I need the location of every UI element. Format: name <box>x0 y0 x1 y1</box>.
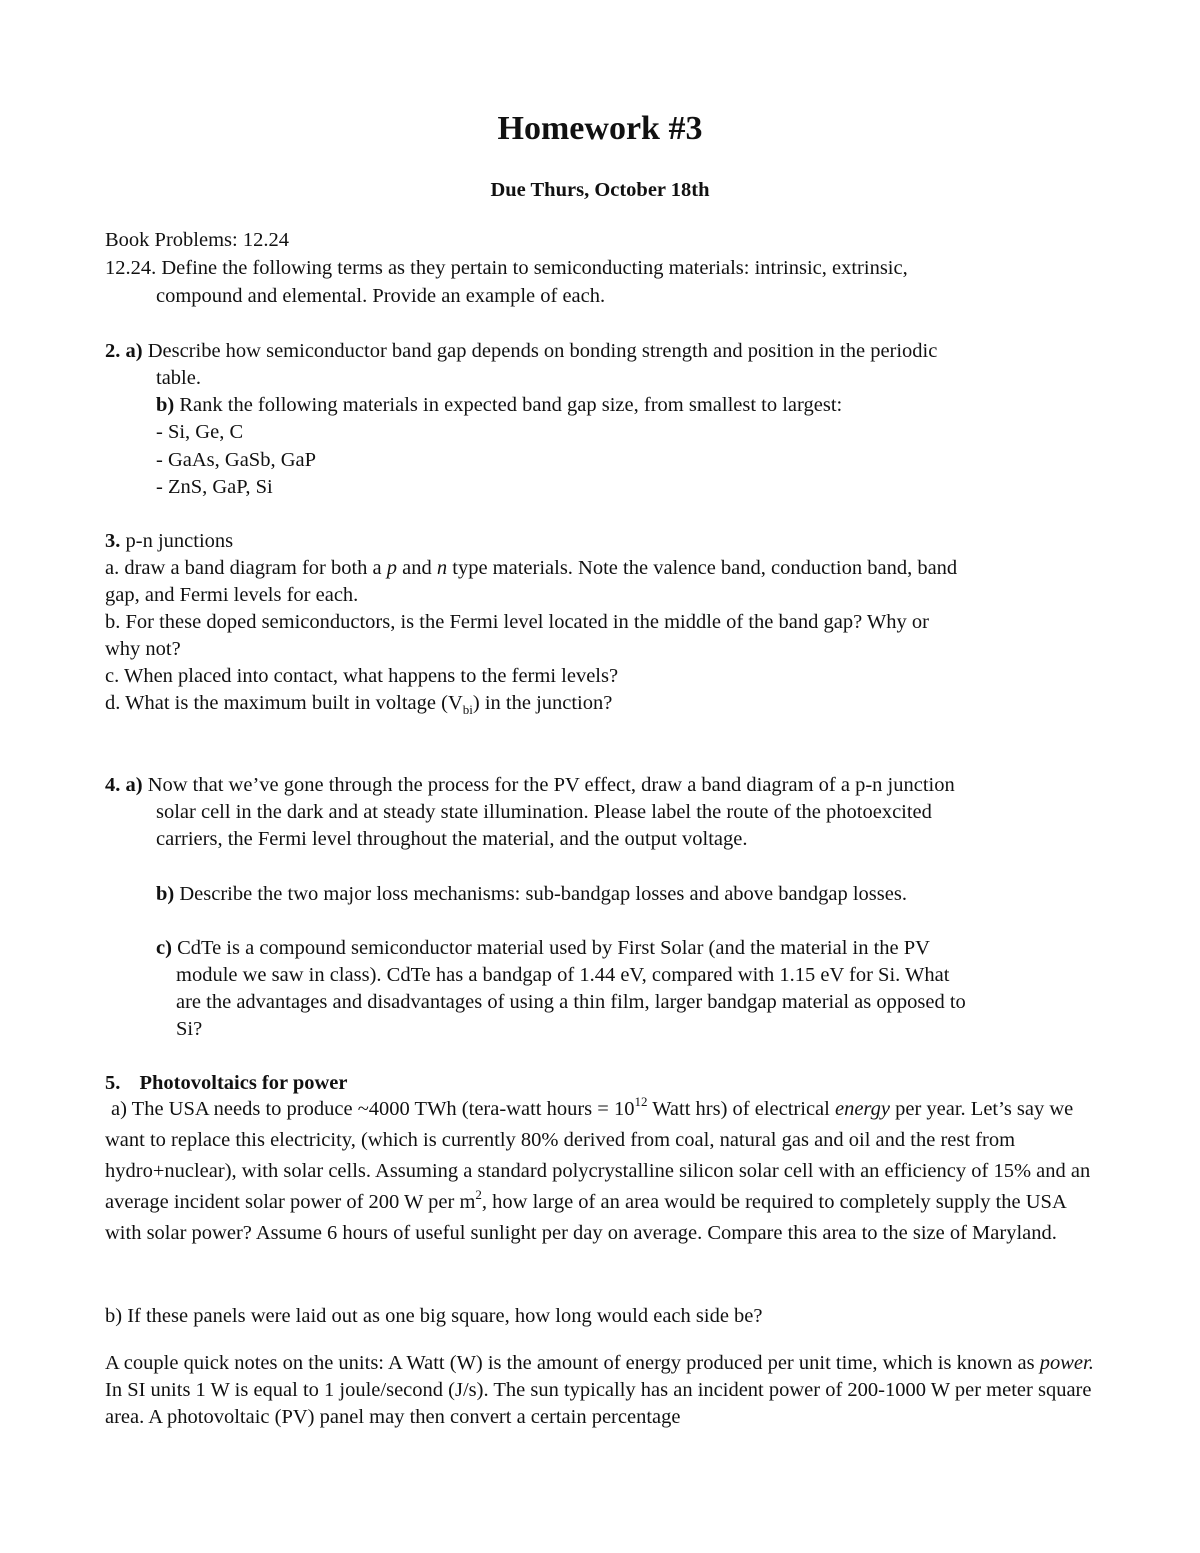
q4-b-text: Describe the two major loss mechanisms: sub-bandgap losses and above bandgap losses. <box>179 883 907 905</box>
q4-part-c-line2: module we saw in class). CdTe has a bandgap of 1.44 eV, compared with 1.15 eV for Si. What <box>176 964 950 986</box>
q4-b-label: b) <box>156 883 175 905</box>
book-problems-header: Book Problems: 12.24 <box>105 229 289 251</box>
q5-a-text1: a) The USA needs to produce ~4000 TWh (tera-watt hours = 10 <box>111 1098 635 1120</box>
q2-item-3: - ZnS, GaP, Si <box>156 476 273 498</box>
q5-part-b: b) If these panels were laid out as one big square, how long would each side be? <box>105 1305 763 1327</box>
q5-a-text3: per year. Let’s say we want to replace this electricity, (which is currently 80% derived from coal, natural gas and oil and the rest from hydro+nuclear), with solar cells. Assuming a standard polycrystalline silicon solar cell with an efficiency of 15% and an average incident solar power of 200 W per m <box>105 1098 1091 1213</box>
q5-a-m2-exponent: 2 <box>475 1187 482 1203</box>
q3-d-sub: bi <box>462 702 473 718</box>
q4-a-text: Now that we’ve gone through the process for the PV effect, draw a band diagram of a p-n junction <box>147 774 955 796</box>
units-notes <box>105 1350 1095 1431</box>
q2-b-label: b) <box>156 394 175 416</box>
q2-part-b <box>156 395 842 416</box>
q3-a-p: p <box>386 557 398 579</box>
q5-a-text4: , how large of an area would be required to completely supply the USA with solar power? Assume 6 hours of useful sunlight per day on average. Compare this area to the size of Maryland. <box>105 1191 1066 1244</box>
q3-d-post: ) in the junction? <box>472 692 613 714</box>
notes-text1: A couple quick notes on the units: A Watt (W) is the amount of energy produced per unit time, which is known as <box>105 1352 1040 1374</box>
q2-part-a-line1 <box>105 341 937 362</box>
q2-number: 2. <box>105 340 121 362</box>
q4-part-a-line3: carriers, the Fermi level throughout the material, and the output voltage. <box>156 828 748 850</box>
q5-number: 5. <box>105 1072 121 1094</box>
q5-a-text2: Watt hrs) of electrical <box>647 1098 835 1120</box>
q2-a-text: Describe how semiconductor band gap depends on bonding strength and position in the periodic <box>147 340 938 362</box>
q2-part-a-line2: table. <box>156 367 201 389</box>
q3-number: 3. <box>105 530 121 552</box>
due-date: Due Thurs, October 18th <box>490 179 710 201</box>
q3-part-b-line2: why not? <box>105 638 181 660</box>
q3-a-pre: a. draw a band diagram for both a <box>105 557 382 579</box>
q4-part-a-line1 <box>105 775 955 796</box>
q3-heading-text: p-n junctions <box>125 530 234 552</box>
q3-part-c: c. When placed into contact, what happens to the fermi levels? <box>105 665 619 687</box>
problem-12-24-line1: 12.24. Define the following terms as they pertain to semiconducting materials: intrinsic, extrinsic, <box>105 257 908 279</box>
q3-a-n: n <box>436 557 448 579</box>
q4-a-label: a) <box>125 774 143 796</box>
q5-a-energy: energy <box>834 1098 890 1120</box>
q4-number: 4. <box>105 774 121 796</box>
q3-part-d <box>105 692 613 718</box>
q2-item-2: - GaAs, GaSb, GaP <box>156 449 316 471</box>
page-title: Homework #3 <box>497 110 703 147</box>
q3-part-a-line2: gap, and Fermi levels for each. <box>105 584 359 606</box>
q3-a-and: and <box>402 557 432 579</box>
q3-d-pre: d. What is the maximum built in voltage (V <box>105 692 463 714</box>
q5-heading <box>105 1073 348 1094</box>
q3-heading <box>105 531 233 552</box>
q4-part-a-line2: solar cell in the dark and at steady state illumination. Please label the route of the photoexcited <box>156 801 932 823</box>
notes-text2: In SI units 1 W is equal to 1 joule/second (J/s). The sun typically has an incident power of 200-1000 W per meter square area. A photovoltaic (PV) panel may then convert a certain percentage <box>105 1379 1092 1428</box>
q4-part-c-line4: Si? <box>176 1018 203 1040</box>
q3-a-post: type materials. Note the valence band, conduction band, band <box>452 557 958 579</box>
q5-part-a <box>105 1094 1105 1249</box>
q4-c-text: CdTe is a compound semiconductor material used by First Solar (and the material in the PV <box>177 937 930 959</box>
q2-item-1: - Si, Ge, C <box>156 421 244 443</box>
q5-a-exponent: 12 <box>634 1094 648 1110</box>
q3-part-a-line1 <box>105 558 957 579</box>
q4-part-b <box>156 884 907 905</box>
q4-part-c-line1 <box>156 938 930 959</box>
q2-b-text: Rank the following materials in expected band gap size, from smallest to largest: <box>179 394 843 416</box>
problem-12-24-line2: compound and elemental. Provide an example of each. <box>156 285 606 307</box>
q5-heading-text: Photovoltaics for power <box>139 1072 348 1094</box>
q4-part-c-line3: are the advantages and disadvantages of using a thin film, larger bandgap material as opposed to <box>176 991 966 1013</box>
q4-c-label: c) <box>156 937 172 959</box>
q3-part-b-line1: b. For these doped semiconductors, is the Fermi level located in the middle of the band gap? Why or <box>105 611 929 633</box>
q2-a-label: a) <box>125 340 143 362</box>
notes-power: power. <box>1039 1352 1094 1374</box>
